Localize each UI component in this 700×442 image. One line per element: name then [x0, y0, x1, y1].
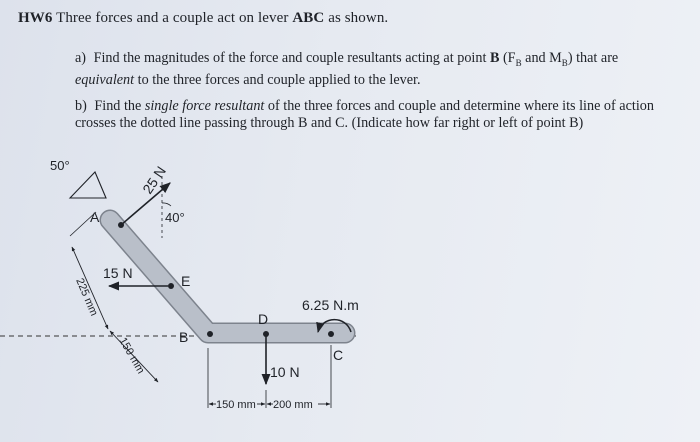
part-b-text-1: Find the [94, 98, 142, 114]
label-c: C [333, 347, 344, 363]
part-a-and: and M [525, 50, 562, 66]
point-b-dot [207, 331, 213, 337]
label-a: A [90, 209, 100, 225]
part-a-text-1: Find the magnitudes of the force and couple resultants acting at point [93, 50, 487, 66]
angle-40-label: 40° [165, 210, 185, 225]
part-a-point: B [489, 50, 500, 66]
lever-abc [110, 220, 345, 333]
part-a-label: a) [75, 50, 87, 66]
angle-40-arc [162, 203, 171, 206]
force-15-label: 15 N [103, 265, 133, 281]
part-a-text-2: to the three forces and couple applied to the lever. [137, 71, 421, 88]
incline-triangle [70, 172, 106, 198]
label-b: B [179, 329, 189, 345]
couple-label: 6.25 N.m [302, 297, 359, 313]
part-b-label: b) [75, 98, 87, 114]
part-a-paren-close: ) that are [567, 50, 619, 66]
point-e-dot [168, 283, 174, 289]
lever-figure [0, 150, 700, 442]
dim-150-slant-label: 150 mm [116, 335, 147, 376]
part-b-text-2: of the three forces and couple and determine where its line of action crosses the dotted line passing through B and C. (Indicate how far right or left of point B) [75, 98, 654, 131]
part-b-italic: single force resultant [144, 98, 265, 114]
part-a [75, 50, 695, 89]
part-a-italic: equivalent [75, 71, 135, 88]
part-b [75, 98, 695, 132]
part-a-paren-open: (F [502, 50, 516, 66]
problem-title [18, 10, 388, 27]
label-d: D [258, 311, 269, 327]
angle-50-label: 50° [50, 158, 70, 173]
problem-number: HW6 [18, 10, 53, 26]
force-25-label: 25 N [139, 163, 170, 197]
lever-name: ABC [292, 10, 325, 26]
point-c-dot [328, 331, 334, 337]
part-a-sub-1: B [515, 57, 522, 68]
problem-intro-end: as shown. [328, 10, 389, 26]
dim-225-label: 225 mm [73, 276, 100, 318]
problem-intro: Three forces and a couple act on lever [56, 10, 289, 26]
force-10-label: 10 N [270, 364, 300, 380]
dim-150-horiz-label: 150 mm [216, 399, 256, 411]
label-e: E [181, 273, 191, 289]
part-a-sub-2: B [561, 57, 568, 68]
dim-200-label: 200 mm [273, 399, 313, 411]
